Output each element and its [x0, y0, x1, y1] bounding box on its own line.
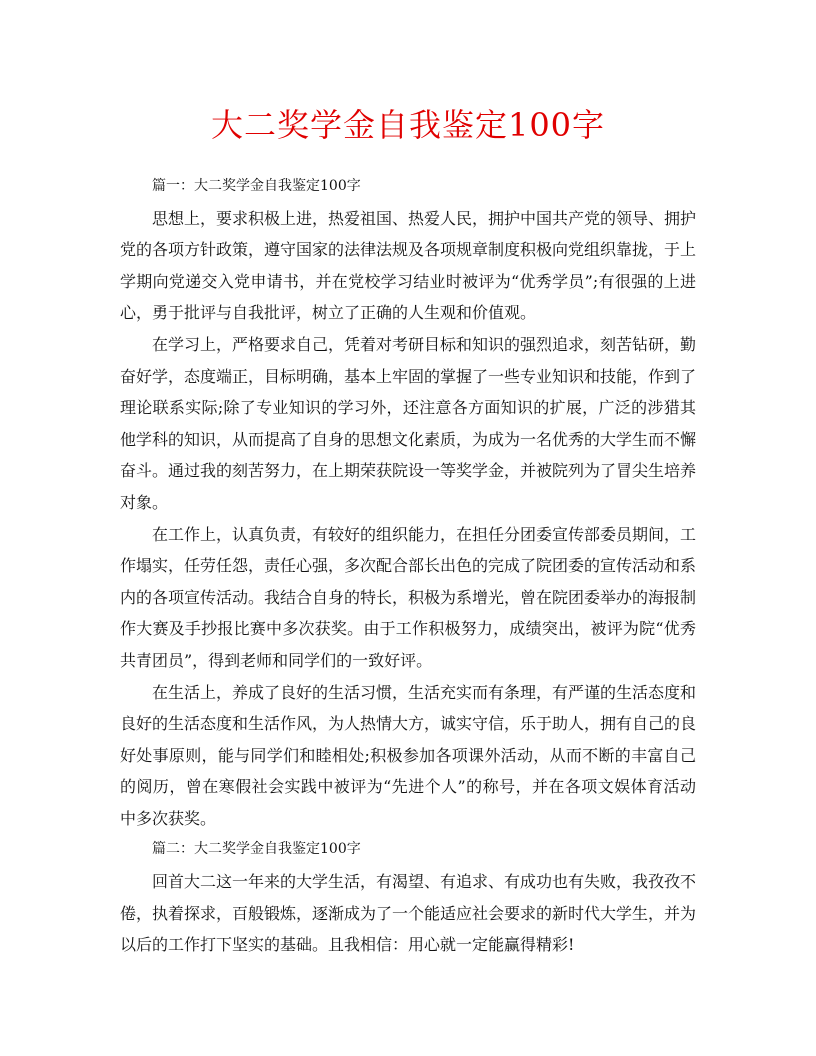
- section-heading-1: 篇一：大二奖学金自我鉴定100字: [152, 178, 361, 194]
- paragraph-ideology: 思想上，要求积极上进，热爱祖国、热爱人民，拥护中国共产党的领导、拥护党的各项方针政策，遵守国家的法律法规及各项规章制度积极向党组织靠拢，于上学期向党递交入党申请书，并在党校学习结业时被评为“优秀学员”;有很强的上进心，勇于批评与自我批评，树立了正确的人生观和价值观。: [120, 208, 697, 323]
- document-body: [120, 171, 696, 961]
- paragraph-study: 在学习上，严格要求自己，凭着对考研目标和知识的强烈追求，刻苦钻研，勤奋好学，态度端正，目标明确，基本上牢固的掌握了一些专业知识和技能，作到了理论联系实际;除了专业知识的学习外，还注意各方面知识的扩展，广泛的涉猎其他学科的知识，从而提高了自身的思想文化素质，为成为一名优秀的大学生而不懈奋斗。通过我的刻苦努力，在上期荣获院设一等奖学金，并被院列为了冒尖生培养对象。: [120, 334, 697, 512]
- document-title: 大二奖学金自我鉴定100字: [210, 106, 606, 144]
- paragraph-life: 在生活上，养成了良好的生活习惯，生活充实而有条理，有严谨的生活态度和良好的生活态度和生活作风，为人热情大方，诚实守信，乐于助人，拥有自己的良好处事原则，能与同学们和睦相处;积极参加各项课外活动，从而不断的丰富自己的阅历，曾在寒假社会实践中被评为“先进个人”的称号，并在各项文娱体育活动中多次获奖。: [120, 682, 697, 828]
- paragraph-review: 回首大二这一年来的大学生活，有渴望、有追求、有成功也有失败，我孜孜不倦，执着探求，百般锻炼，逐渐成为了一个能适应社会要求的新时代大学生，并为以后的工作打下坚实的基础。且我相信：用心就一定能赢得精彩!: [120, 872, 697, 955]
- section-heading-2: 篇二：大二奖学金自我鉴定100字: [152, 841, 361, 858]
- paragraph-work: 在工作上，认真负责，有较好的组织能力，在担任分团委宣传部委员期间，工作塌实，任劳任怨，责任心强，多次配合部长出色的完成了院团委的宣传活动和系内的各项宣传活动。我结合自身的特长，积极为系增光，曾在院团委举办的海报制作大赛及手抄报比赛中多次获奖。由于工作积极努力，成绩突出，被评为院“优秀共青团员”，得到老师和同学们的一致好评。: [120, 524, 697, 670]
